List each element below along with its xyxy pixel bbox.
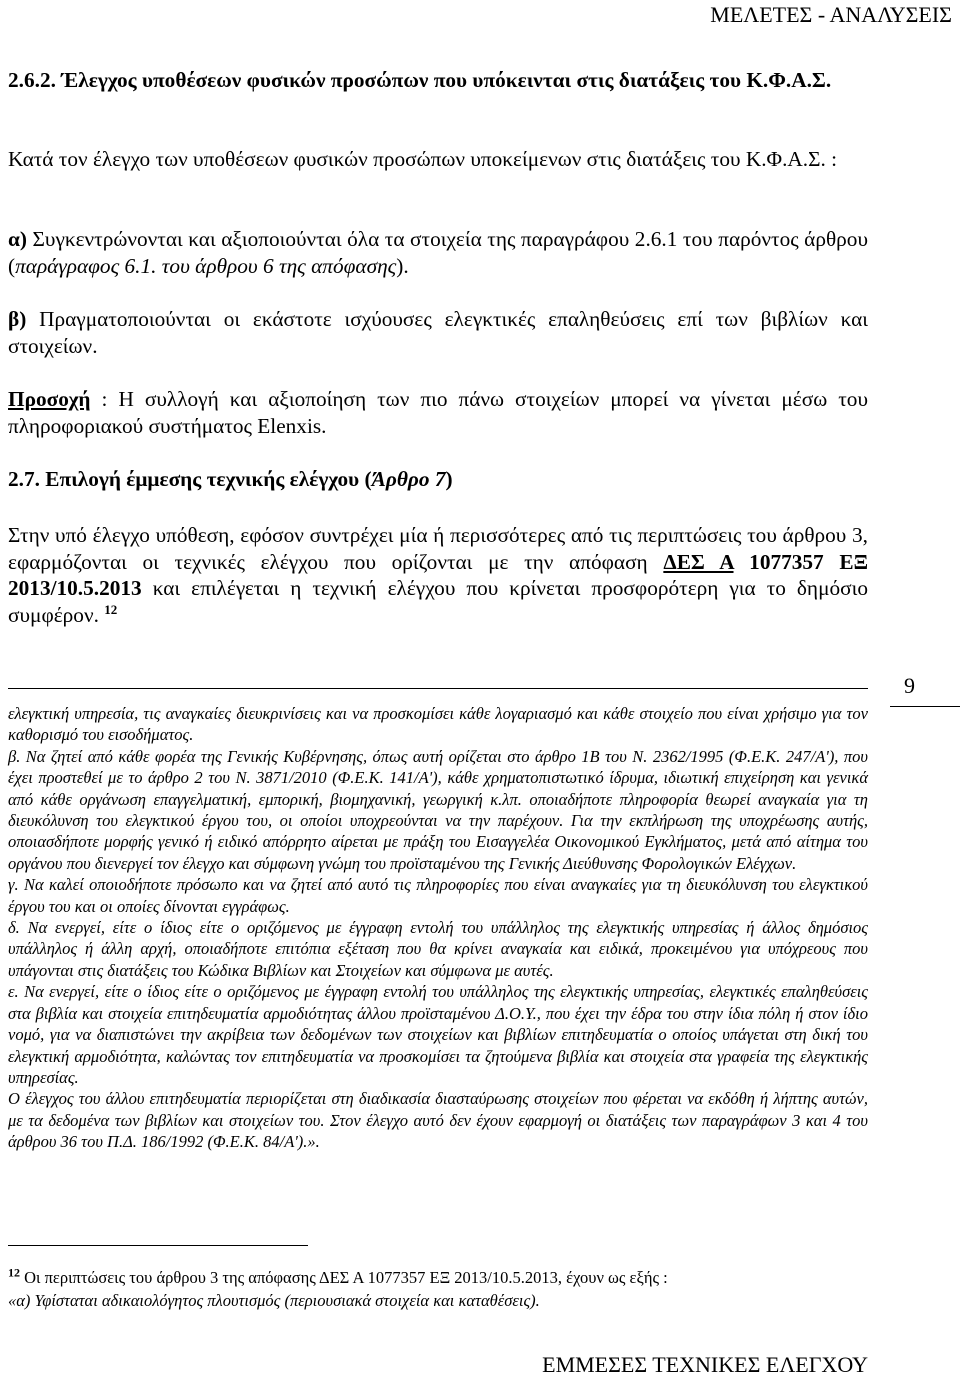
decision-code: 1077357 ΕΞ 2013/10.5.2013	[8, 549, 868, 600]
item-a-paragraph	[8, 226, 868, 279]
item-a-italic: παράγραφος 6.1. του άρθρου 6 της απόφασης	[15, 253, 397, 278]
footnote-ref-12[interactable]: 12	[104, 601, 118, 617]
footnote-quote-line: Ο έλεγχος του άλλου επιτηδευματία περιορίζεται στη διαδικασία διασταύρωσης στοιχείων που φέρεται να εκδόθη ή λήπτης αυτών, με τα δεδομένα των βιβλίων και στοιχείων του. Στον έλεγχο αυτό δεν έχουν εφαρμογή οι διατάξεις των παραγράφων 3 και 4 του άρθρου 36 του Π.Δ. 186/1992 (Φ.Ε.Κ. 84/Α').».	[8, 1089, 868, 1152]
note-text: : Η συλλογή και αξιοποίηση των πιο πάνω στοιχείων μπορεί να γίνεται μέσω του πληροφοριακού συστήματος Elenxis.	[8, 387, 868, 438]
item-b-marker: β)	[8, 307, 27, 331]
intro-paragraph: Κατά τον έλεγχο των υποθέσεων φυσικών προσώπων υποκείμενων στις διατάξεις του Κ.Φ.Α.Σ. :	[8, 147, 838, 171]
footnote-quote-line: δ. Να ενεργεί, είτε ο ίδιος είτε ο οριζόμενος με έγγραφη εντολή του υπάλληλος της ελεγκτικής υπηρεσίας ή άλλος δημόσιος υπάλληλος ή άλλη αρχή, οποιαδήποτε επιτόπια εξέταση που θα κρίνει αναγκαία και ειδικά, προκειμένου για υπόχρεους που υπάγονται στις διατάξεις του Κώδικα Βιβλίων και Στοιχείων και σύμφωνα με αυτές.	[8, 918, 868, 980]
footnote-quote-line: γ. Να καλεί οποιοδήποτε πρόσωπο και να ζητεί από αυτό τις πληροφορίες που είναι αναγκαίες για τη διευκόλυνση του ελεγκτικού έργου του και οι οποίες δίνονται εγγράφως.	[8, 875, 868, 916]
item-a-marker: α)	[8, 227, 27, 251]
footnote-12-line	[8, 1266, 868, 1289]
section-2-7-tail: και επιλέγεται η τεχνική ελέγχου που κρίνεται προσφορότερη για το δημόσιο συμφέρον.	[8, 576, 868, 627]
section-2-7-text: Στην υπό έλεγχο υπόθεση, εφόσον συντρέχει μία ή περισσότερες από τις περιπτώσεις του άρθρου 3, εφαρμόζονται οι τεχνικές ελέγχου που ορίζονται με την απόφαση	[8, 523, 868, 574]
footnote-separator	[8, 1245, 308, 1246]
item-b-text: Πραγματοποιούνται οι εκάστοτε ισχύουσες ελεγκτικές επαληθεύσεις επί των βιβλίων και στοιχείων.	[8, 307, 868, 358]
decision-code-underlined: ΔΕΣ Α	[663, 549, 734, 574]
page-number: 9	[904, 673, 915, 698]
footnote-rule	[8, 688, 868, 689]
footnote-12	[8, 1266, 868, 1312]
footnote-quote-line: ε. Να ενεργεί, είτε ο ίδιος είτε ο οριζόμενος με έγγραφη εντολή του υπάλληλος της ελεγκτικής υπηρεσίας, ελεγκτικές επαληθεύσεις στα βιβλία και στοιχεία επιτηδευματία αρμοδιότητας άλλου προϊσταμένου Δ.Ο.Υ., που έχει την έδρα του στην ίδια πόλη ή στον ίδιο νομό, για να διαπιστώνει την ακρίβεια των δεδομένων των στοιχείων και βιβλίων επιτηδευματία ο οποίος υπάγεται στη δική του ελεγκτική αρμοδιότητα, καλώντας τον επιτηδευματία να προσκομίσει τα ζητούμενα βιβλία και στοιχεία στα γραφεία της ελεγκτικής υπηρεσίας.	[8, 982, 868, 1087]
footnote-12-text: Οι περιπτώσεις του άρθρου 3 της απόφασης ΔΕΣ Α 1077357 ΕΞ 2013/10.5.2013, έχουν ως εξής :	[20, 1268, 668, 1287]
section-2-7-paragraph	[8, 522, 868, 628]
note-label: Προσοχή	[8, 387, 91, 411]
footnote-12-number: 12	[8, 1265, 20, 1280]
footnote-12-quote: «α) Υφίσταται αδικαιολόγητος πλουτισμός (περιουσιακά στοιχεία και καταθέσεις).	[8, 1291, 540, 1310]
section-heading-2-7	[8, 466, 868, 493]
section-2-7-title-italic: Άρθρο 7	[371, 467, 446, 491]
item-b-paragraph	[8, 306, 868, 359]
note-paragraph	[8, 386, 868, 439]
section-heading-2-6-2: 2.6.2. Έλεγχος υποθέσεων φυσικών προσώπων που υπόκεινται στις διατάξεις του Κ.Φ.Α.Σ.	[8, 68, 832, 92]
item-a-tail: ).	[396, 253, 409, 278]
section-2-7-title: 2.7. Επιλογή έμμεσης τεχνικής ελέγχου (	[8, 467, 372, 491]
running-header: ΜΕΛΕΤΕΣ - ΑΝΑΛΥΣΕΙΣ	[710, 2, 952, 27]
footnote-quote-line: β. Να ζητεί από κάθε φορέα της Γενικής Κυβέρνησης, όπως αυτή ορίζεται στο άρθρο 1Β του Ν. 2362/1995 (Φ.Ε.Κ. 247/Α'), που έχει προστεθεί με το άρθρο 2 του Ν. 3871/2010 (Φ.Ε.Κ. 141/Α'), κάθε χρηματοπιστωτικό ίδρυμα, ιδιωτική επιχείρηση και γενικά από κάθε οργάνωση επαγγελματική, εμπορική, βιομηχανική, γεωργική κ.λπ. οποιαδήποτε πληροφορία θεωρεί αναγκαία για τη διευκόλυνση του ελεγκτικού έργου του, οι οποίοι υποχρεούνται να την παρέχουν. Για την εκπλήρωση της υποχρέωσης αυτής, οποιασδήποτε μορφής γενικό ή ειδικό απόρρητο αίρεται με πράξη του Εισαγγελέα Οικονομικού Εγκλήματος, μετά από αίτημα του οργάνου που διενεργεί τον έλεγχο και σύμφωνη γνώμη του προϊσταμένου της Γενικής Διεύθυνσης Φορολογικών Ελέγχων.	[8, 746, 868, 873]
footnote-quote-line: ελεγκτική υπηρεσία, τις αναγκαίες διευκρινίσεις και να προσκομίσει κάθε λογαριασμό και κάθε στοιχείο που είναι χρήσιμο για τον καθορισμό του εισοδήματος.	[8, 704, 868, 745]
running-footer: ΕΜΜΕΣΕΣ ΤΕΧΝΙΚΕΣ ΕΛΕΓΧΟΥ	[542, 1352, 868, 1377]
section-2-7-title-tail: )	[445, 467, 453, 491]
footnote-continuation	[8, 703, 868, 1153]
item-a-text: Συγκεντρώνονται και αξιοποιούνται όλα τα στοιχεία της παραγράφου 2.6.1 του παρόντος άρθρου (	[8, 227, 868, 278]
page-number-underline	[890, 706, 960, 707]
